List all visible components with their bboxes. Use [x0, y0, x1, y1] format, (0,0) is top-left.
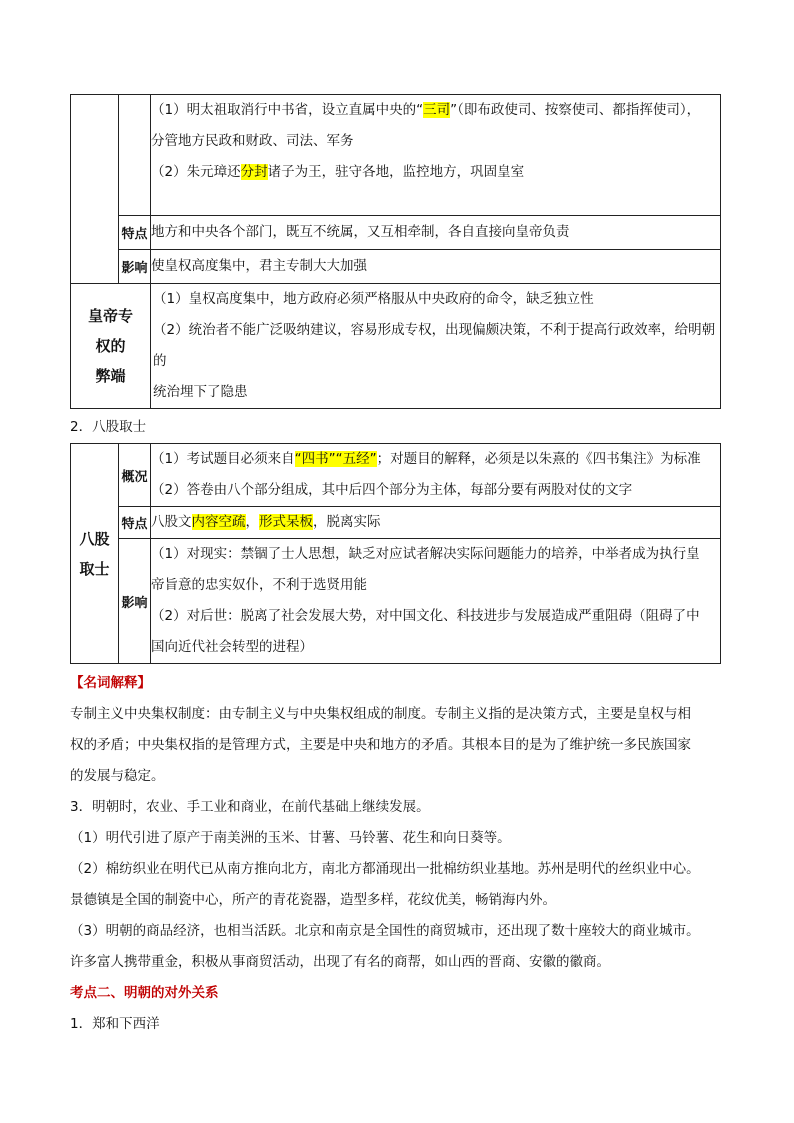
table-row	[71, 444, 721, 507]
label-tedian-2: 特点	[119, 507, 151, 539]
measure-line-3: （2）朱元璋还分封诸子为王，驻守各地，监控地方，巩固皇室	[151, 164, 525, 180]
label-yingxiang: 影响	[119, 250, 151, 284]
table-central-power	[70, 94, 721, 409]
highlight-fenfeng: 分封	[240, 164, 268, 180]
highlight-sishu-wujing: “四书”“五经”	[294, 451, 377, 467]
drawbacks-text: （1）皇权高度集中，地方政府必须严格服从中央政府的命令，缺乏独立性 （2）统治者不能广泛吸纳建议，容易形成专权，出现偏颇决策，不利于提高行政效率，给明朝的 统治埋下了隐患	[151, 284, 721, 409]
section3-p3a: （3）明朝的商品经济，也相当活跃。北京和南京是全国性的商贸城市，还出现了数十座较大的商业城市。	[70, 923, 700, 939]
section3-p2b: 景德镇是全国的制瓷中心，所产的青花瓷器，造型多样，花纹优美，畅销海内外。	[70, 892, 556, 908]
merged-head-cell	[71, 95, 119, 284]
measure-line-2: 分管地方民政和财政、司法、军务	[151, 133, 354, 149]
kaodian-2-title: 考点二、明朝的对外关系	[70, 985, 219, 1001]
label-yingxiang-2: 影响	[119, 539, 151, 664]
highlight-sansi: 三司	[423, 102, 451, 118]
gaikuang-text: （1）考试题目必须来自“四书”“五经”；对题目的解释，必须是以朱熹的《四书集注》为标准 （2）答卷由八个部分组成，其中后四个部分为主体，每部分要有两股对仗的文字	[151, 444, 721, 507]
table-row	[71, 284, 721, 409]
yingxiang-text: 使皇权高度集中，君主专制大大加强	[151, 250, 721, 284]
table-row	[71, 507, 721, 539]
table-row	[71, 95, 721, 216]
section3-p1: （1）明代引进了原产于南美洲的玉米、甘薯、马铃薯、花生和向日葵等。	[70, 830, 511, 846]
section3-p2a: （2）棉纺织业在明代已从南方推向北方，南北方都涌现出一批棉纺织业基地。苏州是明代的丝织业中心。	[70, 861, 700, 877]
section3-p3b: 许多富人携带重金，积极从事商贸活动，出现了有名的商帮，如山西的晋商、安徽的徽商。	[70, 954, 610, 970]
table-row	[71, 216, 721, 250]
highlight-kongshu: 内容空疏	[191, 514, 246, 530]
section-title-baguqushi: 2．八股取士	[70, 419, 147, 435]
section3-title: 3．明朝时，农业、手工业和商业，在前代基础上继续发展。	[70, 799, 430, 815]
highlight-daiban: 形式呆板	[259, 514, 313, 530]
table-bagu	[70, 443, 721, 664]
table-row	[71, 539, 721, 664]
head-autocracy-drawbacks: 皇帝专 权的 弊端	[71, 284, 151, 409]
page-content	[70, 94, 720, 1040]
table-row	[71, 250, 721, 284]
label-tedian: 特点	[119, 216, 151, 250]
term-line-2: 权的矛盾；中央集权指的是管理方式，主要是中央和地方的矛盾。其根本目的是为了维护统一多民族国家	[70, 737, 691, 753]
label-cell-empty	[119, 95, 151, 216]
section-zhenghe-title: 1．郑和下西洋	[70, 1016, 160, 1032]
measure-line-1: （1）明太祖取消行中书省，设立直属中央的“三司”（即布政使司、按察使司、都指挥使司），	[151, 102, 701, 118]
label-gaikuang: 概况	[119, 444, 151, 507]
tedian-text: 地方和中央各个部门，既互不统属，又互相牵制，各自直接向皇帝负责	[151, 216, 721, 250]
measures-cell	[151, 95, 721, 216]
bagu-yingxiang-text: （1）对现实：禁锢了士人思想，缺乏对应试者解决实际问题能力的培养，中举者成为执行皇 帝旨意的忠实奴仆，不利于选贤用能 （2）对后世：脱离了社会发展大势，对中国文化、科技进步与发展造成严重阻碍（阻碍了中 国向近代社会转型的进程）	[151, 539, 721, 664]
head-bagu: 八股 取士	[71, 444, 119, 664]
term-title: 【名词解释】	[70, 675, 151, 691]
term-line-3: 的发展与稳定。	[70, 768, 165, 784]
term-line-1: 专制主义中央集权制度：由专制主义与中央集权组成的制度。专制主义指的是决策方式，主要是皇权与相	[70, 706, 691, 722]
bagu-tedian-text: 八股文内容空疏，形式呆板，脱离实际	[151, 507, 721, 539]
